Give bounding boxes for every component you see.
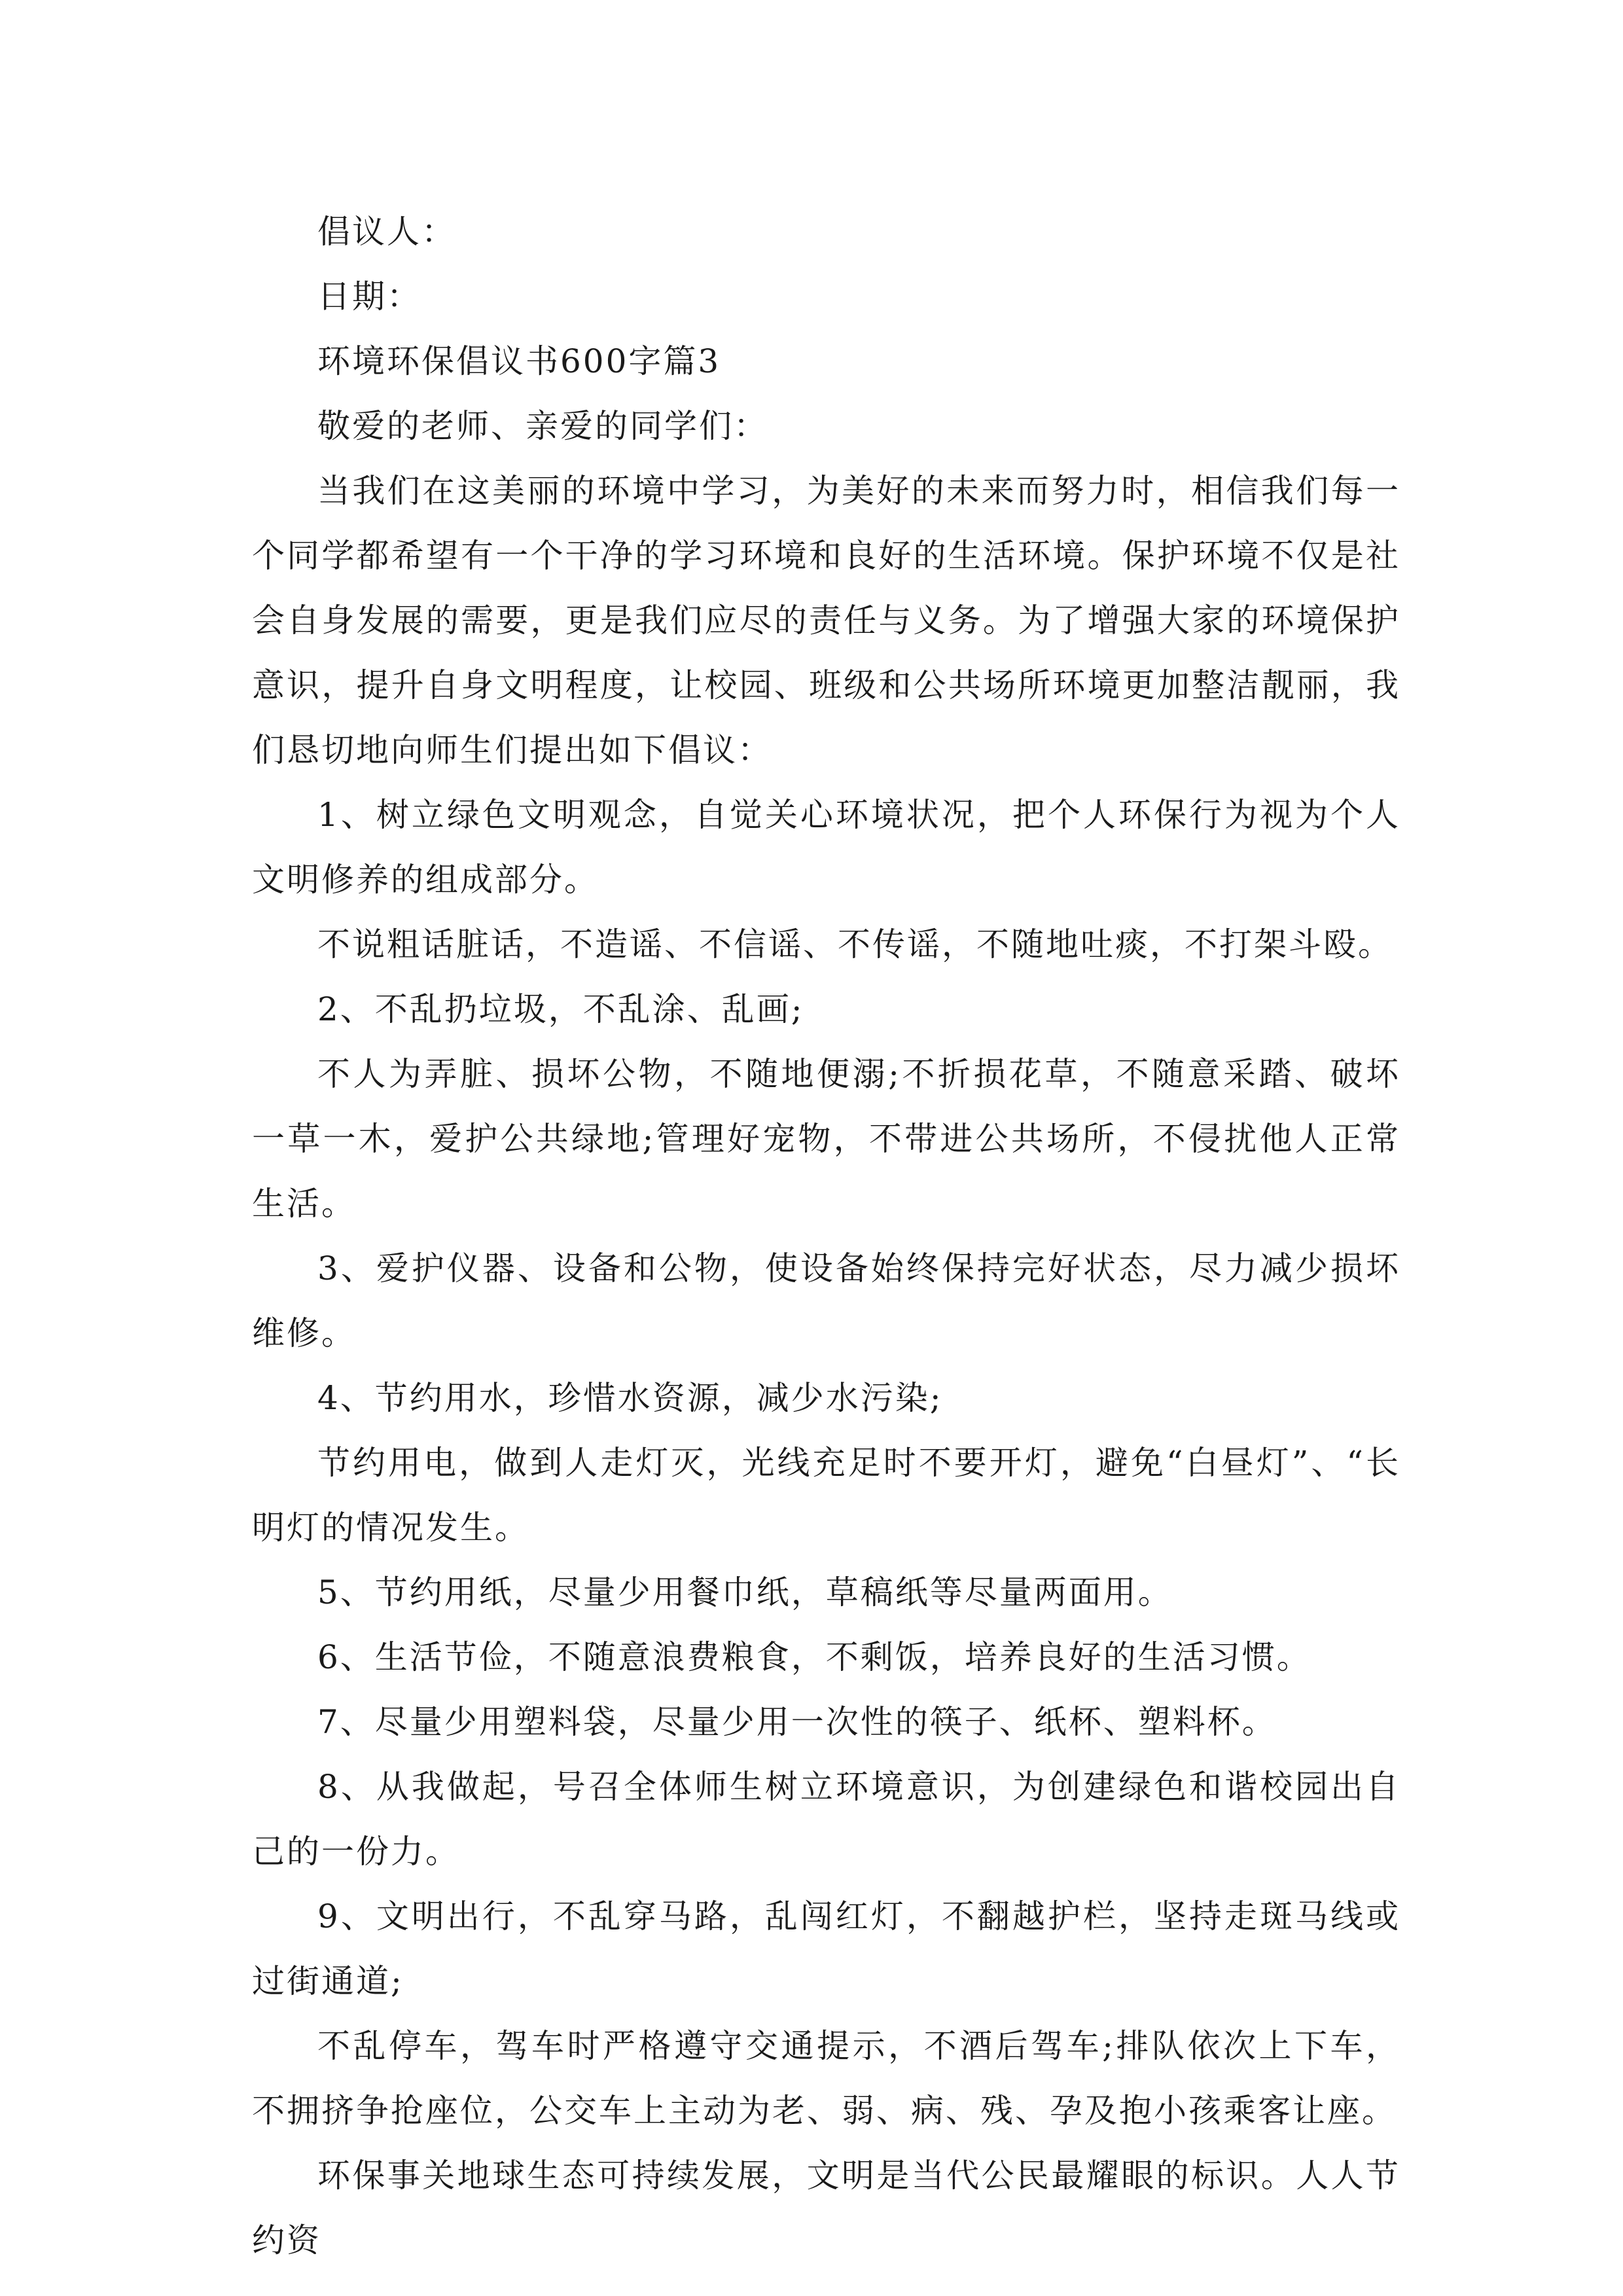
closing-paragraph: 环保事关地球生态可持续发展，文明是当代公民最耀眼的标识。人人节约资	[252, 2157, 1400, 2259]
proposal-item-9-detail: 不乱停车，驾车时严格遵守交通提示，不酒后驾车;排队依次上下车，不拥挤争抢座位，公交车上主动为老、弱、病、残、孕及抱小孩乘客让座。	[252, 2027, 1400, 2130]
proposal-item-2-detail: 不人为弄脏、损坏公物，不随地便溺;不折损花草，不随意采踏、破坏一草一木，爱护公共绿地;管理好宠物，不带进公共场所，不侵扰他人正常生活。	[252, 1055, 1400, 1223]
proposal-item-8: 8、从我做起，号召全体师生树立环境意识，为创建绿色和谐校园出自己的一份力。	[252, 1768, 1400, 1871]
date-line: 日期：	[317, 278, 421, 315]
proposal-item-1-detail: 不说粗话脏话，不造谣、不信谣、不传谣，不随地吐痰，不打架斗殴。	[317, 925, 1393, 963]
proposal-item-9: 9、文明出行，不乱穿马路，乱闯红灯，不翻越护栏，坚持走斑马线或过街通道;	[252, 1897, 1400, 2000]
proposal-item-4-detail: 节约用电，做到人走灯灭，光线充足时不要开灯，避免“白昼灯”、“长明灯的情况发生。	[252, 1444, 1400, 1547]
proposal-item-2: 2、不乱扔垃圾，不乱涂、乱画;	[317, 990, 804, 1028]
proposal-item-6: 6、生活节俭，不随意浪费粮食，不剩饭，培养良好的生活习惯。	[317, 1638, 1311, 1676]
proposal-item-1: 1、树立绿色文明观念，自觉关心环境状况，把个人环保行为视为个人文明修养的组成部分。	[252, 796, 1400, 899]
signatory-line: 倡议人：	[317, 213, 456, 251]
proposal-item-5: 5、节约用纸，尽量少用餐巾纸，草稿纸等尽量两面用。	[317, 1573, 1173, 1611]
intro-paragraph: 当我们在这美丽的环境中学习，为美好的未来而努力时，相信我们每一个同学都希望有一个干净的学习环境和良好的生活环境。保护环境不仅是社会自身发展的需要，更是我们应尽的责任与义务。为了增强大家的环境保护意识，提升自身文明程度，让校园、班级和公共场所环境更加整洁靓丽，我们恳切地向师生们提出如下倡议：	[252, 472, 1400, 769]
proposal-item-4: 4、节约用水，珍惜水资源，减少水污染;	[317, 1379, 943, 1417]
salutation: 敬爱的老师、亲爱的同学们：	[317, 407, 768, 445]
proposal-item-3: 3、爱护仪器、设备和公物，使设备始终保持完好状态，尽力减少损坏维修。	[252, 1249, 1400, 1352]
proposal-item-7: 7、尽量少用塑料袋，尽量少用一次性的筷子、纸杯、塑料杯。	[317, 1703, 1277, 1741]
section-title: 环境环保倡议书600字篇3	[317, 342, 721, 380]
document-body	[252, 200, 1400, 2273]
